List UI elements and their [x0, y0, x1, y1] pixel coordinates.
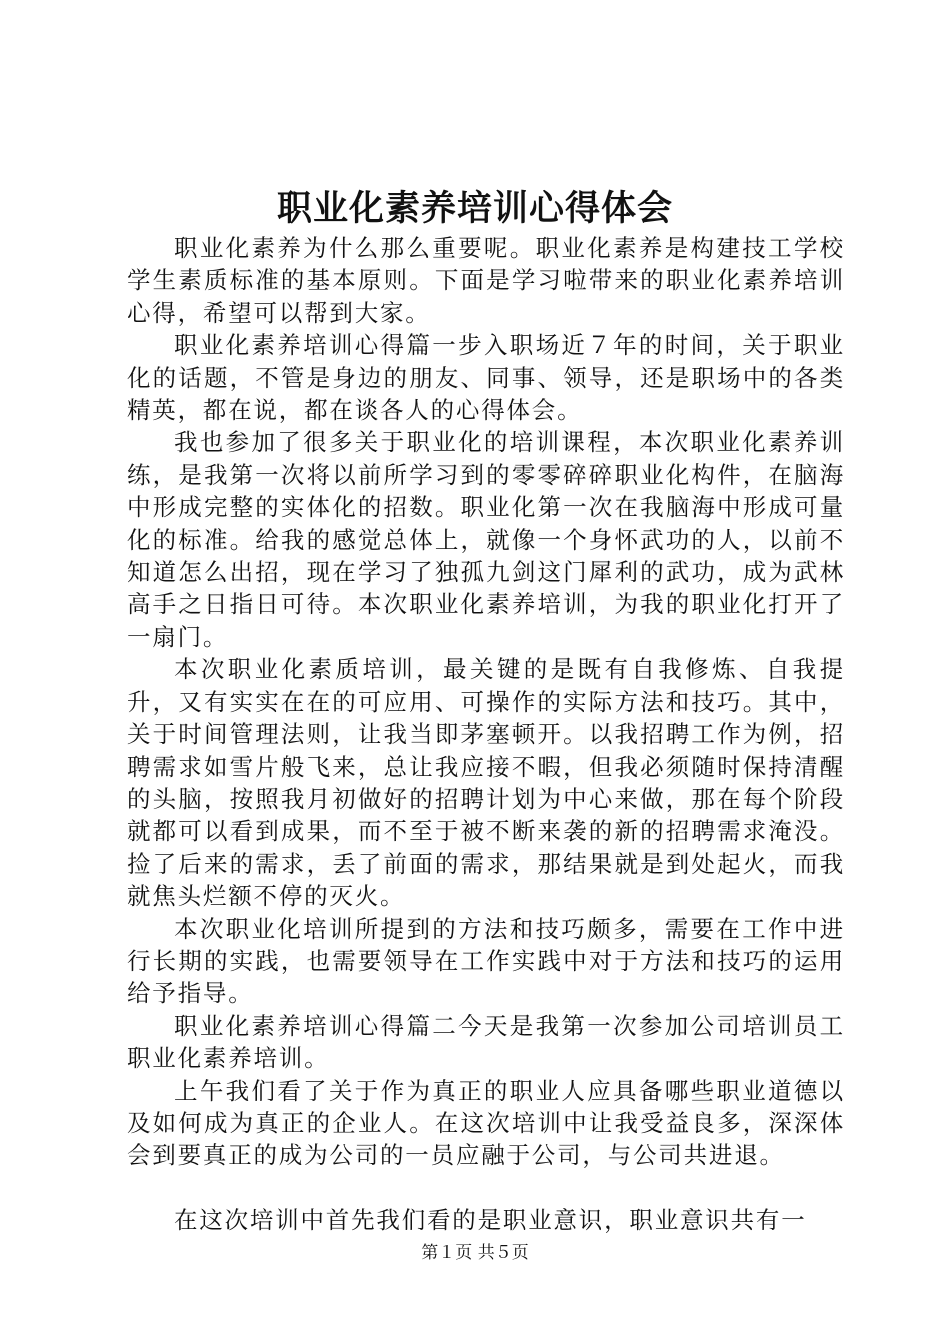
paragraph: 职业化素养培训心得篇二今天是我第一次参加公司培训员工职业化素养培训。: [127, 1011, 845, 1073]
paragraph: 职业化素养为什么那么重要呢。职业化素养是构建技工学校学生素质标准的基本原则。下面是学习啦带来的职业化素养培训心得，希望可以帮到大家。: [127, 234, 845, 327]
paragraph: 我也参加了很多关于职业化的培训课程，本次职业化素养训练，是我第一次将以前所学习到的零零碎碎职业化构件，在脑海中形成完整的实体化的招数。职业化第一次在我脑海中形成可量化的标准。给我的感觉总体上，就像一个身怀武功的人，以前不知道怎么出招，现在学习了独孤九剑这门犀利的武功，成为武林高手之日指日可待。本次职业化素养培训，为我的职业化打开了一扇门。: [127, 428, 845, 651]
document-body: [127, 232, 845, 1236]
page-footer: 第１页 共５页: [421, 1243, 529, 1263]
paragraph: 上午我们看了关于作为真正的职业人应具备哪些职业道德以及如何成为真正的企业人。在这次培训中让我受益良多，深深体会到要真正的成为公司的一员应融于公司，与公司共进退。: [127, 1076, 845, 1170]
page-title: 职业化素养培训心得体会: [276, 188, 673, 229]
paragraph: 职业化素养培训心得篇一步入职场近７年的时间，关于职业化的话题，不管是身边的朋友、同事、领导，还是职场中的各类精英，都在说，都在谈各人的心得体会。: [127, 331, 845, 425]
paragraph: 在这次培训中首先我们看的是职业意识，职业意识共有一: [174, 1205, 807, 1234]
paragraph: 本次职业化素质培训，最关键的是既有自我修炼、自我提升，又有实实在在的可应用、可操作的实际方法和技巧。其中，关于时间管理法则，让我当即茅塞顿开。以我招聘工作为例，招聘需求如雪片般飞来，总让我应接不暇，但我必须随时保持清醒的头脑，按照我月初做好的招聘计划为中心来做，那在每个阶段就都可以看到成果，而不至于被不断来袭的新的招聘需求淹没。捡了后来的需求，丢了前面的需求，那结果就是到处起火，而我就焦头烂额不停的灭火。: [127, 655, 845, 911]
paragraph: 本次职业化培训所提到的方法和技巧颇多，需要在工作中进行长期的实践，也需要领导在工作实践中对于方法和技巧的运用给予指导。: [127, 914, 845, 1008]
